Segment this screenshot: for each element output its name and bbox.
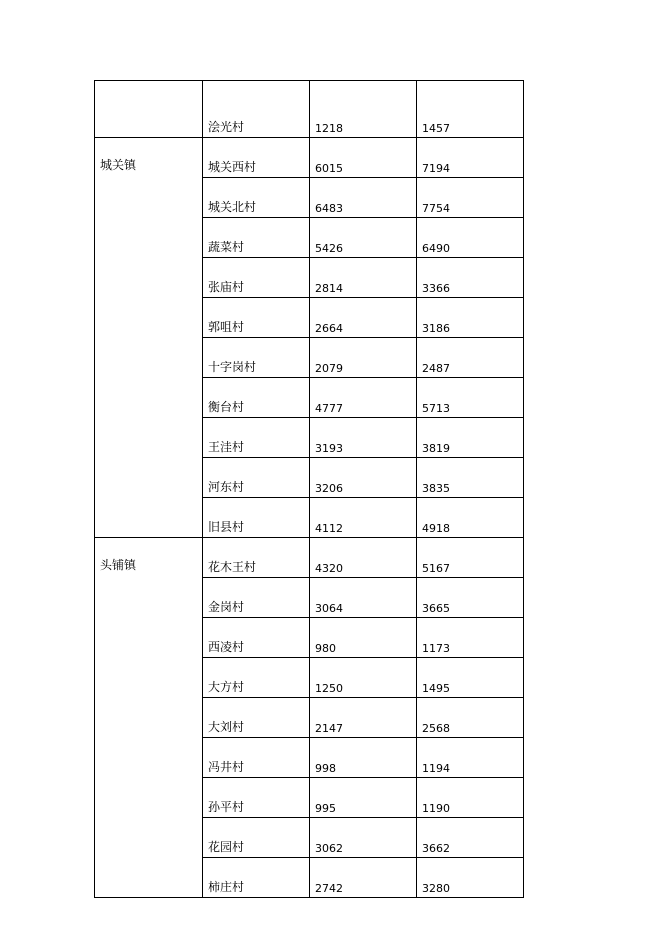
value-a-cell: 3193 xyxy=(310,418,417,458)
table-row xyxy=(95,81,524,138)
village-cell: 大刘村 xyxy=(203,698,310,738)
value-a-cell: 4777 xyxy=(310,378,417,418)
village-cell: 衡台村 xyxy=(203,378,310,418)
value-a-cell: 2664 xyxy=(310,298,417,338)
village-cell: 旧县村 xyxy=(203,498,310,538)
village-cell: 大方村 xyxy=(203,658,310,698)
table-row xyxy=(95,138,524,178)
village-cell: 城关西村 xyxy=(203,138,310,178)
value-a-cell: 2814 xyxy=(310,258,417,298)
value-b-cell: 5713 xyxy=(417,378,524,418)
value-a-cell: 2147 xyxy=(310,698,417,738)
value-a-cell: 1250 xyxy=(310,658,417,698)
village-cell: 张庙村 xyxy=(203,258,310,298)
value-b-cell: 5167 xyxy=(417,538,524,578)
value-b-cell: 3665 xyxy=(417,578,524,618)
town-cell: 城关镇 xyxy=(95,138,203,538)
value-a-cell: 3064 xyxy=(310,578,417,618)
value-b-cell: 1173 xyxy=(417,618,524,658)
value-b-cell: 3186 xyxy=(417,298,524,338)
value-a-cell: 5426 xyxy=(310,218,417,258)
village-cell: 西凌村 xyxy=(203,618,310,658)
village-cell: 城关北村 xyxy=(203,178,310,218)
town-cell xyxy=(95,81,203,138)
village-cell: 柿庄村 xyxy=(203,858,310,898)
value-b-cell: 3366 xyxy=(417,258,524,298)
village-cell: 河东村 xyxy=(203,458,310,498)
value-a-cell: 1218 xyxy=(310,81,417,138)
value-b-cell: 7754 xyxy=(417,178,524,218)
village-cell: 金岗村 xyxy=(203,578,310,618)
table-body xyxy=(95,81,524,898)
value-b-cell: 1457 xyxy=(417,81,524,138)
value-a-cell: 6015 xyxy=(310,138,417,178)
value-b-cell: 1190 xyxy=(417,778,524,818)
village-cell: 郭咀村 xyxy=(203,298,310,338)
value-a-cell: 980 xyxy=(310,618,417,658)
value-b-cell: 1495 xyxy=(417,658,524,698)
town-cell: 头铺镇 xyxy=(95,538,203,898)
value-a-cell: 995 xyxy=(310,778,417,818)
value-b-cell: 2487 xyxy=(417,338,524,378)
village-cell: 花园村 xyxy=(203,818,310,858)
value-b-cell: 7194 xyxy=(417,138,524,178)
value-a-cell: 2079 xyxy=(310,338,417,378)
village-cell: 浍光村 xyxy=(203,81,310,138)
value-b-cell: 3835 xyxy=(417,458,524,498)
value-a-cell: 4320 xyxy=(310,538,417,578)
value-a-cell: 6483 xyxy=(310,178,417,218)
value-a-cell: 3062 xyxy=(310,818,417,858)
value-b-cell: 2568 xyxy=(417,698,524,738)
table-row xyxy=(95,538,524,578)
value-b-cell: 3819 xyxy=(417,418,524,458)
value-a-cell: 3206 xyxy=(310,458,417,498)
value-b-cell: 4918 xyxy=(417,498,524,538)
value-b-cell: 1194 xyxy=(417,738,524,778)
village-cell: 蔬菜村 xyxy=(203,218,310,258)
value-b-cell: 6490 xyxy=(417,218,524,258)
village-cell: 王洼村 xyxy=(203,418,310,458)
value-b-cell: 3280 xyxy=(417,858,524,898)
value-a-cell: 998 xyxy=(310,738,417,778)
village-population-table xyxy=(94,80,524,898)
village-cell: 十字岗村 xyxy=(203,338,310,378)
value-a-cell: 4112 xyxy=(310,498,417,538)
village-cell: 花木王村 xyxy=(203,538,310,578)
value-a-cell: 2742 xyxy=(310,858,417,898)
value-b-cell: 3662 xyxy=(417,818,524,858)
village-cell: 冯井村 xyxy=(203,738,310,778)
village-cell: 孙平村 xyxy=(203,778,310,818)
